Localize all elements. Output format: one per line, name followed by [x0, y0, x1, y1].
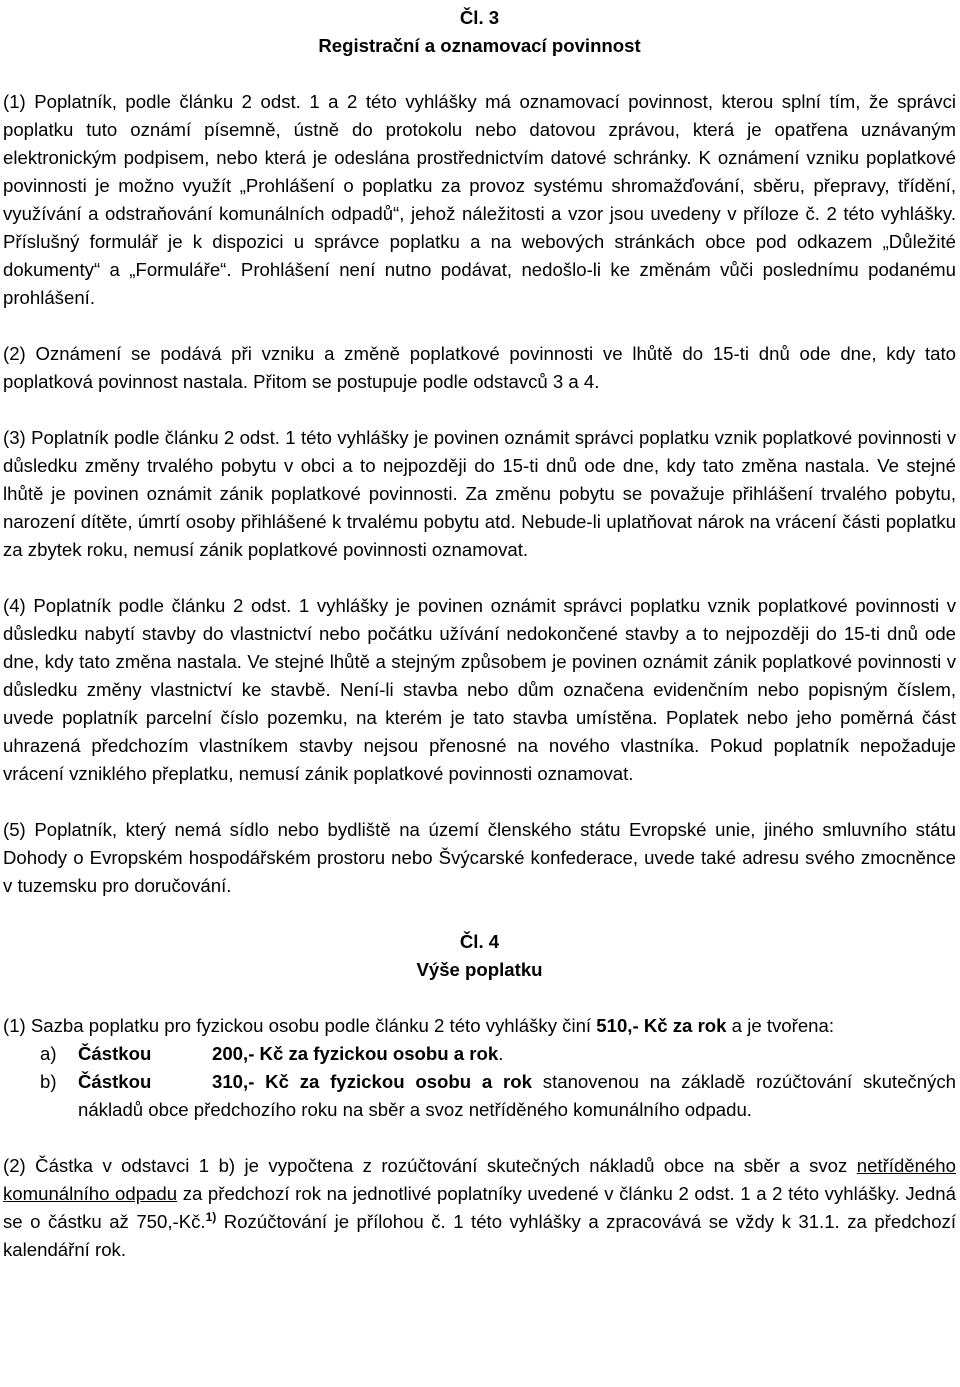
art3-paragraph-3: (3) Poplatník podle článku 2 odst. 1 této vyhlášky je povinen oznámit správci poplatku vznik poplatkové povinnosti v důsledku změny trvalého pobytu v obci a to nejpozději do 15-ti dnů ode dne, kdy tato změna nastala. Ve stejné lhůtě je povinen oznámit zánik poplatkové povinnosti. Za změnu pobytu se považuje přihlášení trvalého pobytu, narození dítěte, úmrtí osoby přihlášené k trvalému pobytu atd. Nebude-li uplatňovat nárok na vrácení části poplatku za zbytek roku, nemusí zánik poplatkové povinnosti oznamovat.	[3, 427, 956, 560]
article-4-title: Výše poplatku	[416, 959, 543, 980]
art3-paragraph-1: (1) Poplatník, podle článku 2 odst. 1 a 2 této vyhlášky má oznamovací povinnost, kterou splní tím, že správci poplatku tuto oznámí písemně, ústně do protokolu nebo datovou zprávou, která je opatřena uznávaným elektronickým podpisem, nebo která je odeslána prostřednictvím datové schránky. K oznámení vzniku poplatkové povinnosti je možno využít „Prohlášení o poplatku za provoz systému shromažďování, sběru, přepravy, třídění, využívání a odstraňování komunálních odpadů“, jehož náležitosti a vzor jsou uvedeny v příloze č. 2 této vyhlášky. Příslušný formulář je k dispozici u správce poplatku a na webových stránkách obce pod odkazem „Důležité dokumenty“ a „Formuláře“. Prohlášení není nutno podávat, nedošlo-li ke změnám vůči poslednímu podanému prohlášení.	[3, 91, 956, 308]
list-item-b-amount: 310,- Kč za fyzickou osobu a rok	[212, 1071, 532, 1092]
list-item-a-amount: 200,- Kč za fyzickou osobu a rok	[212, 1043, 499, 1064]
art4-p1-tail: a je tvořena:	[726, 1015, 835, 1036]
footnote-marker: 1)	[205, 1209, 217, 1224]
art3-paragraph-5: (5) Poplatník, který nemá sídlo nebo bydliště na území členského státu Evropské unie, jiného smluvního státu Dohody o Evropském hospodářském prostoru nebo Švýcarské konfederace, uvede také adresu svého zmocněnce v tuzemsku pro doručování.	[3, 819, 956, 896]
art4-paragraph-1	[3, 1012, 956, 1040]
art4-p1-rate: 510,- Kč za rok	[596, 1015, 727, 1036]
art4-paragraph-2	[3, 1152, 956, 1264]
list-item-a-word: Částkou	[78, 1043, 152, 1064]
art4-p2-text: (2) Částka v odstavci 1 b) je vypočtena z rozúčtování skutečných nákladů obce na sběr a svoz	[3, 1155, 857, 1176]
list-item-b-body	[78, 1068, 956, 1124]
list-item-b-label: b)	[40, 1071, 57, 1092]
list-item-a	[40, 1040, 956, 1068]
list-item-a-body	[78, 1040, 956, 1068]
article-3-title: Registrační a oznamovací povinnost	[318, 35, 641, 56]
document-page	[0, 4, 960, 1264]
list-item-b-tail: stanovenou na základě rozúčtování skutečných nákladů obce předchozího roku na sběr a svoz netříděného komunálního odpadu.	[78, 1071, 956, 1120]
article-3-number: Čl. 3	[459, 7, 500, 28]
art4-p1-text: (1) Sazba poplatku pro fyzickou osobu podle článku 2 této vyhlášky činí	[3, 1015, 597, 1036]
art4-p2-mid: za předchozí rok na jednotlivé poplatníky uvedené v článku 2 odst. 1 a 2 této vyhlášky. Jedná se o částku až 750,-Kč.	[3, 1183, 956, 1232]
list-item-a-tail: .	[498, 1043, 504, 1064]
list-item-b-word: Částkou	[78, 1071, 152, 1092]
art4-p2-tail: Rozúčtování je přílohou č. 1 této vyhlášky a zpracovává se vždy k 31.1. za předchozí kalendářní rok.	[3, 1211, 956, 1260]
art4-p2-underlined: netříděného komunálního odpadu	[3, 1155, 956, 1204]
art3-paragraph-4: (4) Poplatník podle článku 2 odst. 1 vyhlášky je povinen oznámit správci poplatku vznik poplatkové povinnosti v důsledku nabytí stavby do vlastnictví nebo počátku užívání nedokončené stavby a to nejpozději do 15-ti dnů ode dne, kdy tato změna nastala. Ve stejné lhůtě a stejným způsobem je povinen oznámit zánik poplatkové povinnosti v důsledku změny vlastnictví ke stavbě. Není-li stavba nebo dům označena evidenčním nebo popisným číslem, uvede poplatník parcelní číslo pozemku, na kterém je tato stavba umístěna. Poplatek nebo jeho poměrná část uhrazená předchozím vlastníkem stavby nejsou přenosné na nového vlastníka. Pokud poplatník nepožaduje vrácení vzniklého přeplatku, nemusí zánik poplatkové povinnosti oznamovat.	[3, 595, 956, 784]
list-item-b	[40, 1068, 956, 1124]
article-4-number: Čl. 4	[459, 931, 500, 952]
list-item-a-label: a)	[40, 1043, 57, 1064]
art3-paragraph-2: (2) Oznámení se podává při vzniku a změně poplatkové povinnosti ve lhůtě do 15-ti dnů ode dne, kdy tato poplatková povinnost nastala. Přitom se postupuje podle odstavců 3 a 4.	[3, 343, 956, 392]
